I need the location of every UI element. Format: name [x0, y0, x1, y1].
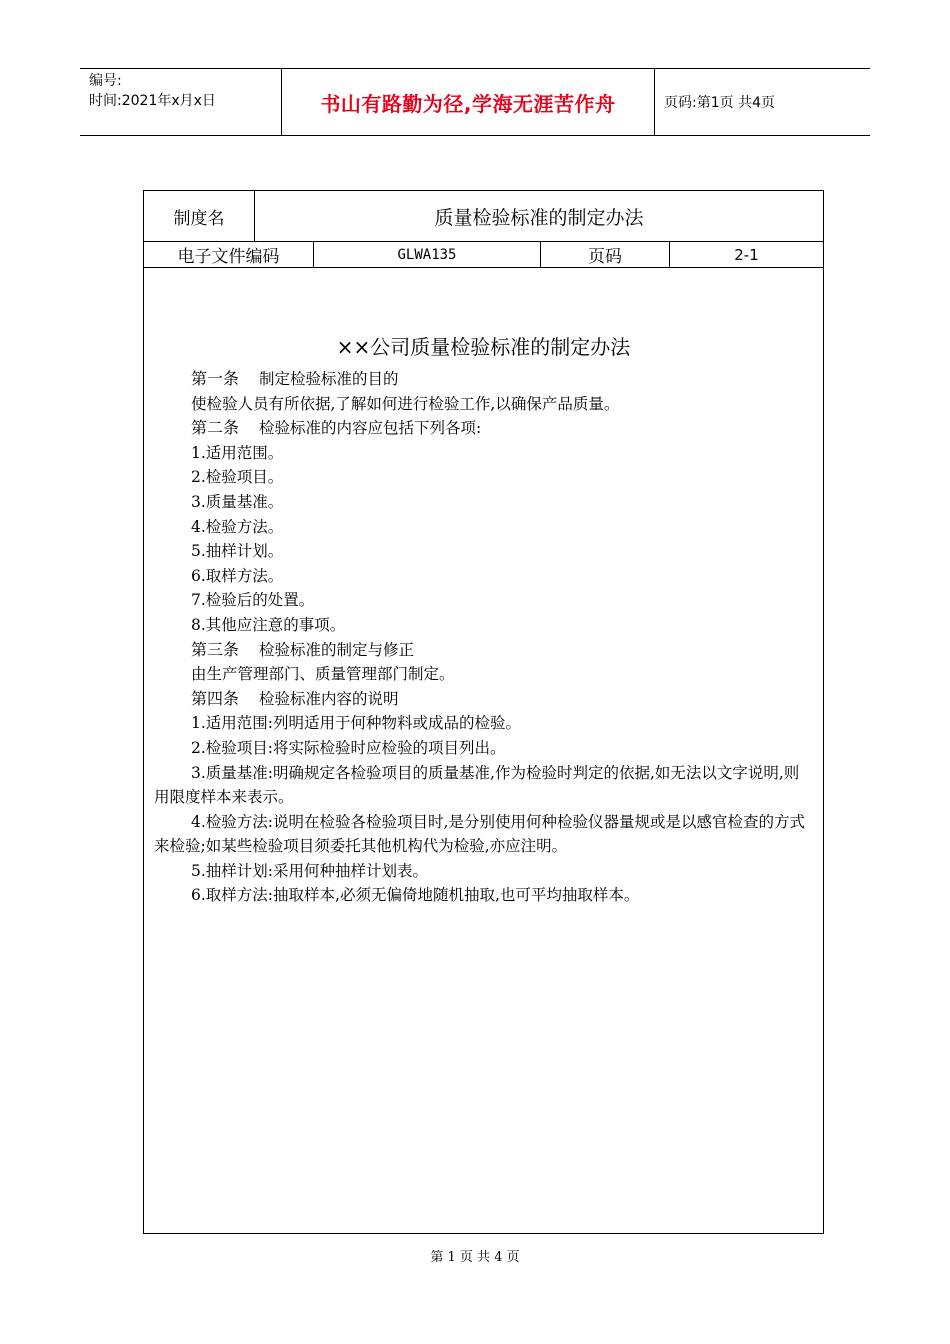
- document-title: ××公司质量检验标准的制定办法: [336, 335, 631, 359]
- article-title: 检验标准的内容应包括下列各项:: [259, 419, 482, 438]
- document-body: [154, 367, 814, 908]
- regulation-name-value: 质量检验标准的制定办法: [434, 206, 644, 229]
- list-item: 8.其他应注意的事项。: [191, 615, 346, 634]
- article-number: 第四条: [191, 688, 240, 708]
- article-1-heading: [154, 367, 814, 392]
- list-item: 5.抽样计划。: [191, 542, 284, 561]
- article-title: 检验标准的制定与修正: [259, 640, 415, 659]
- article-number: 第二条: [191, 418, 240, 438]
- header-page-info: 页码:第1页 共4页: [664, 95, 775, 111]
- header-motto: 书山有路勤为径,学海无涯苦作舟: [282, 69, 655, 135]
- list-item: 3.质量基准:明确规定各检验项目的质量基准,作为检验时判定的依据,如无法以文字说明,则用限度样本来表示。: [154, 763, 800, 807]
- article-number: 第三条: [191, 639, 240, 659]
- time-label: 时间:2021年x月x日: [89, 93, 216, 109]
- article-4-heading: [154, 687, 814, 712]
- regulation-form: [143, 190, 824, 1234]
- page-label: 页码: [541, 242, 670, 267]
- article-2-heading: [154, 416, 814, 441]
- list-item: 3.质量基准。: [191, 492, 284, 511]
- article-1-text: 使检验人员有所依据,了解如何进行检验工作,以确保产品质量。: [191, 394, 620, 413]
- regulation-name-label: 制度名: [144, 191, 255, 241]
- list-item: 5.抽样计划:采用何种抽样计划表。: [191, 861, 429, 880]
- page-footer: 第 1 页 共 4 页: [430, 1250, 520, 1265]
- list-item: 1.适用范围。: [191, 443, 284, 462]
- list-item: 2.检验项目。: [191, 468, 284, 487]
- list-item: 4.检验方法。: [191, 517, 284, 536]
- article-title: 检验标准内容的说明: [259, 689, 399, 708]
- list-item: 7.检验后的处置。: [191, 591, 315, 610]
- article-number: 第一条: [191, 369, 240, 388]
- file-code-value: GLWA135: [314, 242, 541, 267]
- header-meta: [80, 69, 282, 135]
- list-item: 2.检验项目:将实际检验时应检验的项目列出。: [191, 738, 506, 757]
- page-header: [80, 68, 870, 136]
- article-3-text: 由生产管理部门、质量管理部门制定。: [191, 665, 455, 684]
- article-title: 制定检验标准的目的: [259, 370, 399, 388]
- list-item: 4.检验方法:说明在检验各检验项目时,是分别使用何种检验仪器量规或是以感官检查的方式来检验;如某些检验项目须委托其他机构代为检验,亦应注明。: [154, 812, 805, 856]
- page-value: 2-1: [734, 245, 759, 264]
- number-label: 编号:: [89, 73, 122, 89]
- form-name-row: [144, 191, 823, 242]
- list-item: 1.适用范围:列明适用于何种物料或成品的检验。: [191, 714, 522, 733]
- form-code-row: [144, 242, 823, 268]
- list-item: 6.取样方法:抽取样本,必须无偏倚地随机抽取,也可平均抽取样本。: [191, 886, 640, 905]
- file-code-label: 电子文件编码: [144, 242, 314, 267]
- article-3-heading: [154, 638, 814, 663]
- list-item: 6.取样方法。: [191, 566, 284, 585]
